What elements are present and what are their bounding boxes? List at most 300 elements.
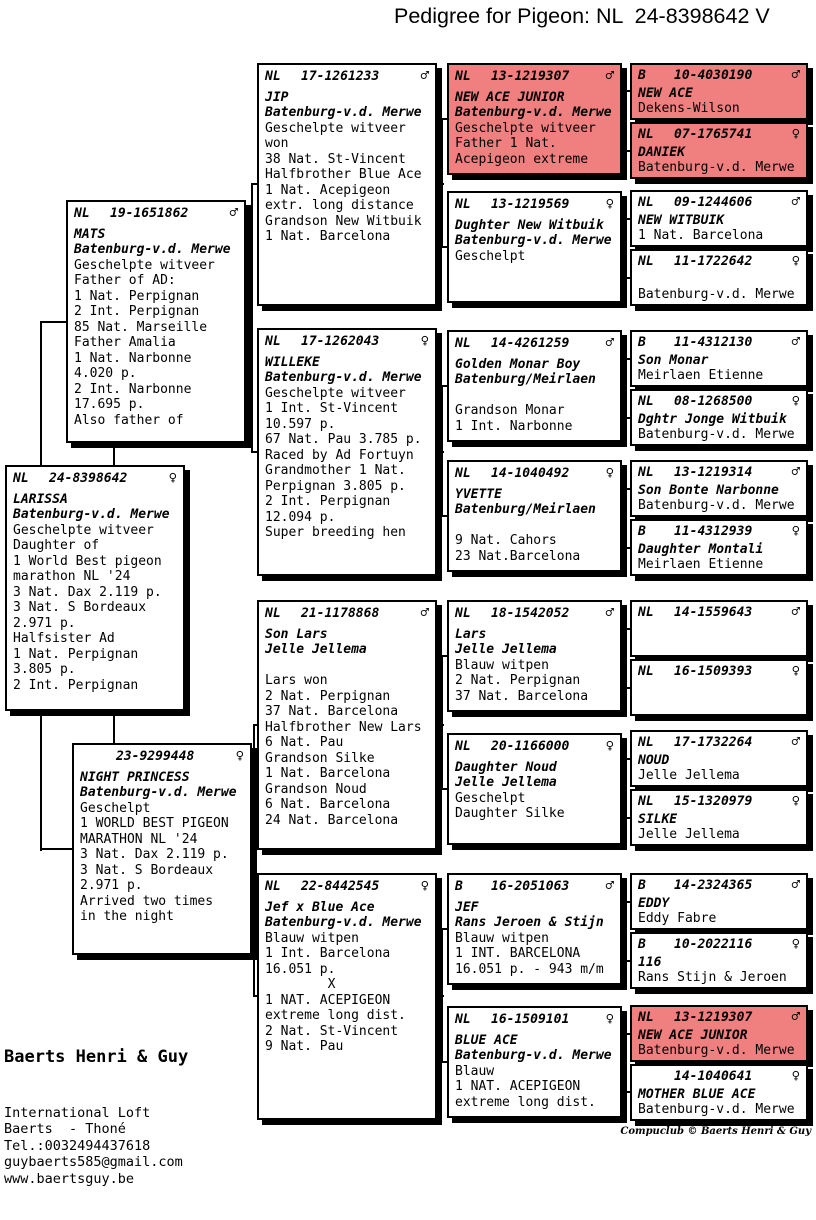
text-line: 3 Nat. Dax 2.119 p.: [80, 847, 229, 862]
ring-number: 14-1040492: [491, 466, 570, 481]
connector-line: [113, 441, 115, 467]
loft-name: Batenburg/Meirlaen: [455, 372, 596, 387]
loft-name: Batenburg-v.d. Merwe: [455, 233, 612, 248]
pigeon-name: [638, 272, 800, 287]
text-line: www.baertsguy.be: [4, 1170, 135, 1187]
sex-male-icon: ♂: [420, 68, 429, 84]
pigeon-details: [455, 388, 614, 435]
connector-line: [40, 321, 68, 323]
loft-name: Meirlaen Etienne: [638, 557, 764, 572]
connector-line: [625, 358, 627, 419]
text-line: Geschelpte witveer: [13, 522, 154, 538]
pigeon-name: 116: [638, 955, 662, 970]
loft-name: Jelle Jellema: [265, 642, 367, 657]
text-line: 2 Int. Narbonne: [74, 381, 192, 397]
loft-name: Batenburg-v.d. Merwe: [638, 1102, 795, 1117]
ring-number: 14-2324365: [674, 878, 753, 893]
text-line: Daughter of: [13, 538, 100, 553]
pigeon-name: NIGHT PRINCESS: [80, 769, 190, 785]
connector-line: [113, 709, 115, 745]
sex-male-icon: ♂: [791, 1009, 800, 1025]
text-line: [455, 518, 614, 534]
text-line: 3 Nat. S Bordeaux: [13, 600, 147, 615]
ring-header: [638, 735, 800, 750]
text-line: Lars won: [265, 673, 328, 688]
text-line: 9 Nat. Cahors: [455, 533, 557, 548]
loft-name: Batenburg-v.d. Merwe: [638, 287, 795, 302]
ring-number: 20-1166000: [491, 739, 570, 754]
pedigree-box-silke: [630, 789, 808, 846]
ring-number: 13-1219307: [491, 69, 570, 84]
pedigree-box-jef-x-blue-ace: [257, 873, 437, 1120]
pedigree-box-new-ace-junior: [447, 63, 622, 175]
pigeon-details: [455, 249, 614, 265]
pedigree-box-new-ace: [630, 63, 808, 120]
sex-female-icon: ♀: [235, 748, 244, 764]
pigeon-name: NEW ACE JUNIOR: [455, 89, 565, 105]
connector-line: [625, 758, 627, 819]
ring-number: 15-1320979: [674, 794, 753, 809]
ring-number: 11-1722642: [674, 254, 753, 269]
text-line: extreme long dist.: [455, 1094, 596, 1110]
connector-line: [625, 218, 627, 279]
pigeon-details: [265, 658, 429, 829]
sex-male-icon: ♂: [791, 877, 800, 893]
country-code: NL: [638, 465, 654, 480]
pedigree-box-larissa: [5, 465, 185, 711]
text-line: 2.971 p.: [80, 878, 143, 893]
text-line: Geschelpt: [455, 790, 526, 806]
sex-female-icon: ♀: [791, 1068, 800, 1084]
pedigree-box-noud: [630, 730, 808, 787]
text-line: 17.695 p.: [74, 397, 145, 412]
loft-name: Jelle Jellema: [638, 768, 740, 783]
loft-name: Dekens-Wilson: [638, 101, 740, 116]
pigeon-details: [13, 523, 177, 694]
text-line: 16.051 p. - 943 m/m: [455, 961, 604, 977]
pedigree-box-lars: [447, 600, 622, 712]
text-line: 67 Nat. Pau 3.785 p.: [265, 432, 422, 447]
pedigree-box-son-monar: [630, 330, 808, 387]
loft-name: Rans Jeroen & Stijn: [455, 915, 604, 930]
connector-line: [441, 385, 443, 517]
connector-line: [251, 183, 253, 453]
ring-header: [74, 206, 238, 222]
text-line: Geschelpte witveer: [265, 385, 406, 401]
text-line: 4.020 p.: [74, 366, 137, 381]
connector-line: [625, 1033, 627, 1094]
sex-male-icon: ♂: [605, 878, 614, 894]
compuclub-credit: Compuclub © Baerts Henri & Guy: [620, 1126, 811, 1137]
ring-header: [455, 69, 614, 85]
ring-header: [455, 466, 614, 482]
text-line: 1 INT. BARCELONA: [455, 946, 581, 961]
text-line: marathon NL '24: [13, 569, 131, 584]
ring-header: [638, 524, 800, 539]
ring-header: [638, 335, 800, 350]
country-code: NL: [265, 606, 281, 621]
pigeon-name: EDDY: [638, 896, 670, 911]
pigeon-details: [74, 258, 238, 429]
text-line: Grandson Noud: [265, 781, 367, 797]
connector-line: [40, 848, 74, 850]
sex-male-icon: ♂: [791, 734, 800, 750]
country-code: NL: [455, 739, 471, 754]
pigeon-name: BLUE ACE: [455, 1032, 518, 1048]
country-code: NL: [638, 605, 654, 620]
country-code: NL: [638, 254, 654, 269]
loft-name: Rans Stijn & Jeroen: [638, 970, 787, 985]
ring-header: [80, 749, 244, 765]
ring-header: [638, 127, 800, 142]
text-line: Geschelpt: [80, 800, 151, 816]
ring-number: 13-1219314: [674, 465, 753, 480]
text-line: [265, 658, 429, 674]
pedigree-box-willeke: [257, 328, 437, 576]
pedigree-box-blue-ace: [447, 1006, 622, 1118]
text-line: Tel.:0032494437618: [4, 1137, 151, 1154]
ring-number: 08-1268500: [674, 394, 753, 409]
sex-female-icon: ♀: [605, 465, 614, 481]
pigeon-name: [638, 623, 800, 638]
text-line: 1 World Best pigeon: [13, 553, 162, 569]
pigeon-name: Son Lars: [265, 626, 328, 642]
country-code: B: [638, 937, 646, 952]
sex-male-icon: ♂: [791, 604, 800, 620]
pigeon-name: Dghtr Jonge Witbuik: [638, 412, 787, 427]
pedigree-box-mats: [66, 200, 246, 443]
text-line: Blauw witpen: [265, 930, 359, 946]
sex-female-icon: ♀: [420, 878, 429, 894]
ring-header: [455, 336, 614, 352]
loft-name: Batenburg-v.d. Merwe: [265, 370, 422, 385]
ring-header: [638, 195, 800, 210]
sex-male-icon: ♂: [229, 205, 238, 221]
ring-number: 13-1219569: [491, 197, 570, 212]
ring-number: 11-4312939: [674, 524, 753, 539]
text-line: 3 Nat. Dax 2.119 p.: [13, 584, 162, 600]
pigeon-name: Jef x Blue Ace: [265, 899, 375, 915]
pigeon-details: [455, 1064, 614, 1111]
country-code: NL: [455, 336, 471, 351]
sex-male-icon: ♂: [605, 335, 614, 351]
ring-number: 13-1219307: [674, 1010, 753, 1025]
text-line: 2 Nat. Perpignan: [455, 673, 581, 688]
pedigree-box-daughter-noud: [447, 733, 622, 845]
sex-female-icon: ♀: [791, 936, 800, 952]
text-line: 1 Nat. Narbonne: [74, 350, 192, 366]
loft-name: [638, 697, 800, 712]
text-line: Acepigeon extreme: [455, 151, 589, 167]
ring-number: 17-1261233: [301, 69, 380, 84]
ring-number: 21-1178868: [301, 606, 380, 621]
country-code: NL: [638, 394, 654, 409]
text-line: 23 Nat.Barcelona: [455, 548, 581, 564]
pigeon-name: Lars: [455, 626, 487, 642]
text-line: Arrived two times: [80, 893, 214, 909]
text-line: 37 Nat. Barcelona: [265, 704, 399, 719]
country-code: B: [638, 68, 646, 83]
text-line: [455, 388, 614, 404]
ring-header: [455, 879, 614, 895]
pigeon-name: WILLEKE: [265, 354, 320, 370]
text-line: 9 Nat. Pau: [265, 1039, 344, 1054]
ring-header: [455, 606, 614, 622]
text-line: guybaerts585@gmail.com: [4, 1154, 183, 1171]
pigeon-name: NEW ACE: [638, 86, 693, 101]
text-line: 1 Nat. Acepigeon: [265, 182, 391, 198]
pedigree-box-cock-14-1559643: [630, 600, 808, 657]
sex-female-icon: ♀: [420, 333, 429, 349]
pigeon-name: Son Monar: [638, 353, 709, 368]
pedigree-box-daughter-montali: [630, 519, 808, 576]
country-code: NL: [455, 69, 471, 84]
country-code: NL: [455, 606, 471, 621]
text-line: Grandson Silke: [265, 750, 375, 766]
text-line: 2 Nat. Perpignan: [265, 688, 391, 704]
text-line: Blauw witpen: [455, 657, 549, 673]
sex-female-icon: ♀: [791, 393, 800, 409]
connector-line: [441, 118, 443, 248]
ring-header: [638, 878, 800, 893]
connector-line: [625, 628, 627, 689]
text-line: extr. long distance: [265, 198, 414, 213]
ring-header: [638, 937, 800, 952]
text-line: Father Amalia: [74, 335, 176, 350]
pigeon-name: SILKE: [638, 812, 678, 827]
text-line: 1 Int. St-Vincent: [265, 401, 399, 416]
pedigree-box-hen-11-1722642: [630, 249, 808, 306]
pigeon-details: [455, 518, 614, 565]
text-line: 1 Nat. Barcelona: [265, 229, 391, 244]
ring-header: [265, 606, 429, 622]
text-line: 2 Nat. St-Vincent: [265, 1023, 399, 1039]
pigeon-name: Dughter New Witbuik: [455, 217, 604, 233]
ring-header: [638, 465, 800, 480]
loft-name: Batenburg-v.d. Merwe: [638, 160, 795, 175]
text-line: 38 Nat. St-Vincent: [265, 151, 406, 167]
pigeon-name: NEW WITBUIK: [638, 213, 725, 228]
text-line: 24 Nat. Barcelona: [265, 812, 399, 828]
pigeon-name: JIP: [265, 89, 289, 105]
text-line: 1 Int. Narbonne: [455, 418, 573, 434]
pigeon-name: JEF: [455, 899, 479, 915]
text-line: 6 Nat. Pau: [265, 735, 344, 750]
country-code: NL: [638, 127, 654, 142]
connector-line: [625, 901, 627, 962]
ring-header: [455, 1012, 614, 1028]
pedigree-box-daniek: [630, 122, 808, 179]
loft-name: 1 Nat. Barcelona: [638, 228, 764, 243]
ring-number: 14-4261259: [491, 336, 570, 351]
ring-header: [638, 664, 800, 679]
ring-header: [638, 794, 800, 809]
sex-female-icon: ♀: [791, 663, 800, 679]
text-line: 37 Nat. Barcelona: [455, 688, 589, 704]
text-line: Geschelpt: [455, 248, 526, 264]
loft-name: [638, 638, 800, 653]
loft-name: Batenburg-v.d. Merwe: [80, 785, 237, 800]
text-line: Perpignan 3.805 p.: [265, 478, 406, 494]
text-line: Blauw witpen: [455, 930, 549, 946]
text-line: X: [265, 977, 336, 992]
text-line: Blauw: [455, 1063, 495, 1079]
text-line: Grandson Monar: [455, 403, 565, 418]
pedigree-box-new-witbuik: [630, 190, 808, 247]
pigeon-name: Daughter Montali: [638, 542, 764, 557]
ring-header: [638, 68, 800, 83]
ring-number: 11-4312130: [674, 335, 753, 350]
text-line: Geschelpte witveer: [455, 120, 596, 136]
sex-male-icon: ♂: [420, 605, 429, 621]
ring-header: [638, 1010, 800, 1025]
text-line: Halfbrother Blue Ace: [265, 167, 422, 182]
text-line: 2 Int. Perpignan: [265, 494, 391, 509]
text-line: Baerts - Thoné: [4, 1121, 126, 1138]
text-line: Grandmother 1 Nat.: [265, 463, 406, 478]
loft-name: Meirlaen Etienne: [638, 368, 764, 383]
ring-number: 17-1262043: [301, 334, 380, 349]
pigeon-name: [638, 682, 800, 697]
country-code: NL: [638, 195, 654, 210]
ring-header: [265, 879, 429, 895]
sex-female-icon: ♀: [168, 470, 177, 486]
text-line: 3.805 p.: [13, 662, 76, 677]
pigeon-details: [455, 931, 614, 978]
sex-male-icon: ♂: [791, 334, 800, 350]
loft-name: Eddy Fabre: [638, 911, 717, 926]
owner-name: Baerts Henri & Guy: [4, 1046, 189, 1067]
country-code: B: [638, 524, 646, 539]
text-line: 2 Int. Perpignan: [13, 677, 139, 693]
text-line: in the night: [80, 909, 174, 924]
ring-number: 23-9299448: [116, 749, 195, 764]
text-line: 1 Nat. Perpignan: [13, 646, 139, 662]
sex-female-icon: ♀: [791, 523, 800, 539]
ring-header: [13, 471, 177, 487]
page-title: Pedigree for Pigeon: NL 24-8398642 V: [394, 4, 770, 28]
pedigree-box-night-princess: [72, 743, 252, 955]
text-line: 10.597 p.: [265, 416, 336, 432]
ring-header: [265, 334, 429, 350]
text-line: Geschelpte witveer: [74, 257, 215, 273]
text-line: 1 Nat. Barcelona: [265, 766, 391, 781]
text-line: 1 NAT. ACEPIGEON: [265, 992, 391, 1008]
pedigree-box-new-ace-junior-2: [630, 1005, 808, 1062]
country-code: NL: [265, 69, 281, 84]
text-line: 1 Int. Barcelona: [265, 946, 391, 961]
text-line: 85 Nat. Marseille: [74, 319, 208, 335]
loft-name: Batenburg-v.d. Merwe: [455, 1048, 612, 1063]
sex-male-icon: ♂: [791, 194, 800, 210]
ring-header: [638, 394, 800, 409]
loft-name: Batenburg-v.d. Merwe: [638, 498, 795, 513]
ring-number: 10-4030190: [674, 68, 753, 83]
ring-number: 22-8442545: [301, 879, 380, 894]
pedigree-box-golden-monar-boy: [447, 330, 622, 442]
sex-male-icon: ♂: [605, 68, 614, 84]
connector-line: [625, 90, 627, 152]
loft-name: Batenburg-v.d. Merwe: [638, 427, 795, 442]
connector-line: [441, 928, 443, 1063]
text-line: 1 WORLD BEST PIGEON: [80, 816, 229, 831]
loft-name: Batenburg-v.d. Merwe: [265, 915, 422, 930]
country-code: NL: [455, 197, 471, 212]
sex-female-icon: ♀: [605, 1011, 614, 1027]
text-line: extreme long dist.: [265, 1008, 406, 1023]
country-code: NL: [13, 471, 29, 486]
text-line: Halfsister Ad: [13, 631, 115, 646]
loft-name: Batenburg-v.d. Merwe: [455, 105, 612, 120]
ring-number: 18-1542052: [491, 606, 570, 621]
loft-name: Batenburg-v.d. Merwe: [13, 507, 170, 522]
country-code: NL: [455, 1012, 471, 1027]
ring-number: 16-1509101: [491, 1012, 570, 1027]
country-code: B: [638, 335, 646, 350]
text-line: Father 1 Nat.: [455, 136, 557, 151]
owner-contact-block: [4, 1016, 188, 1220]
sex-male-icon: ♂: [791, 67, 800, 83]
text-line: 1 Nat. Perpignan: [74, 288, 200, 304]
connector-line: [625, 488, 627, 549]
country-code: NL: [265, 879, 281, 894]
sex-female-icon: ♀: [791, 126, 800, 142]
loft-name: Batenburg/Meirlaen: [455, 502, 596, 517]
pedigree-box-dghtr-jonge-witbuik: [630, 389, 808, 446]
country-code: NL: [74, 206, 90, 221]
pedigree-box-jip: [257, 63, 437, 306]
sex-male-icon: ♂: [791, 464, 800, 480]
pedigree-box-dughter-new-witbuik: [447, 191, 622, 303]
ring-number: 16-2051063: [491, 879, 570, 894]
pedigree-box-116: [630, 932, 808, 989]
pigeon-name: Golden Monar Boy: [455, 356, 581, 372]
connector-line: [441, 655, 443, 790]
loft-name: Jelle Jellema: [455, 642, 557, 657]
country-code: NL: [638, 1010, 654, 1025]
text-line: 1 NAT. ACEPIGEON: [455, 1079, 581, 1094]
pigeon-name: MATS: [74, 226, 106, 242]
text-line: Raced by Ad Fortuyn: [265, 447, 414, 463]
text-line: International Loft: [4, 1105, 151, 1122]
ring-header: [638, 254, 800, 269]
country-code: B: [638, 878, 646, 893]
text-line: MARATHON NL '24: [80, 831, 198, 847]
ring-header: [455, 197, 614, 213]
pigeon-details: [455, 791, 614, 822]
sex-female-icon: ♀: [605, 738, 614, 754]
loft-name: Jelle Jellema: [638, 827, 740, 842]
pigeon-details: [455, 658, 614, 705]
text-line: 6 Nat. Barcelona: [265, 797, 391, 812]
loft-name: Jelle Jellema: [455, 775, 557, 790]
country-code: B: [455, 879, 463, 894]
text-line: Grandson New Witbuik: [265, 213, 422, 229]
text-line: won: [265, 136, 289, 151]
pigeon-details: [265, 386, 429, 541]
pigeon-name: Son Bonte Narbonne: [638, 483, 779, 498]
pigeon-details: [265, 121, 429, 245]
text-line: Daughter Silke: [455, 806, 565, 821]
loft-name: Batenburg-v.d. Merwe: [74, 242, 231, 257]
text-line: Geschelpte witveer: [265, 120, 406, 136]
sex-female-icon: ♀: [605, 196, 614, 212]
ring-number: 24-8398642: [49, 471, 128, 486]
pigeon-name: MOTHER BLUE ACE: [638, 1087, 756, 1102]
sex-male-icon: ♂: [605, 605, 614, 621]
pigeon-details: [455, 121, 614, 168]
pigeon-name: Daughter Noud: [455, 759, 557, 775]
